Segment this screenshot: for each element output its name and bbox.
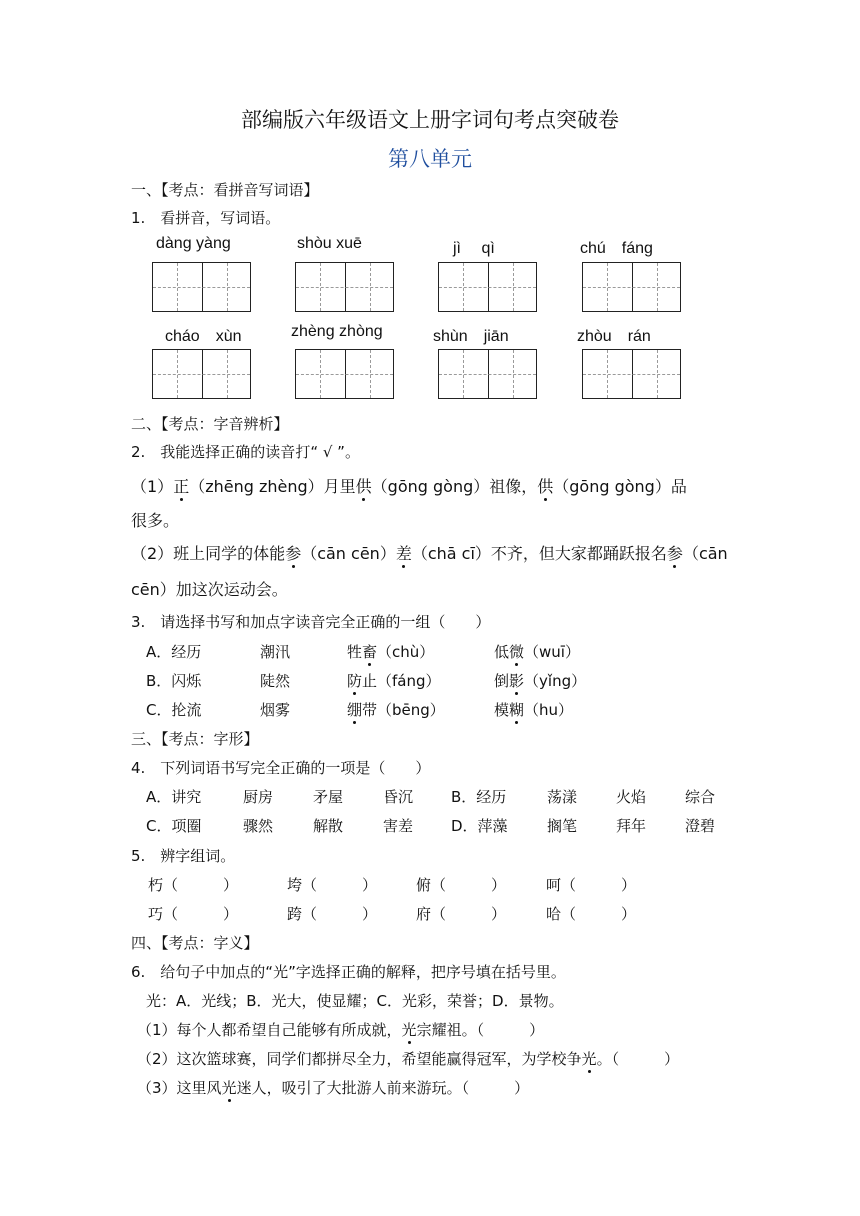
option-c-word-3: 绷带（bēng） (347, 701, 445, 719)
question-6-definitions: 光：A．光线；B．光大，使显耀；C．光彩，荣誉；D．景物。 (146, 992, 564, 1010)
option-c-word-1: C．抡流 (146, 701, 202, 719)
option-b-word-4: 倒影（yǐng） (494, 672, 587, 690)
question-2-line-1-cont: 很多。 (131, 511, 180, 530)
q4-word: 骤然 (243, 817, 274, 835)
q5-item: 巧（ ） (148, 905, 239, 923)
question-6-sentence-2: （2）这次篮球赛，同学们都拼尽全力，希望能赢得冠军，为学校争光。（ ） (137, 1050, 680, 1068)
q4-word: D．萍藻 (451, 817, 508, 835)
question-3-prompt: 3. 请选择书写和加点字读音完全正确的一组（ ） (131, 613, 491, 631)
pinyin-label: zhòu rán (577, 328, 651, 345)
question-2-line-2-cont: cēn）加这次运动会。 (131, 580, 288, 599)
option-a-word-3: 牲畜（chù） (347, 643, 435, 661)
question-5-prompt: 5. 辨字组词。 (131, 847, 236, 865)
option-c-word-2: 烟雾 (260, 701, 291, 719)
q4-word: B．经历 (451, 788, 507, 806)
q4-word: A．讲究 (146, 788, 202, 806)
q4-word: 火焰 (616, 788, 647, 806)
section-heading-1: 一、【考点：看拼音写词语】 (131, 181, 319, 199)
q5-item: 朽（ ） (148, 876, 239, 894)
section-heading-2: 二、【考点：字音辨析】 (131, 415, 289, 433)
writing-box[interactable] (152, 349, 251, 399)
section-heading-4: 四、【考点：字义】 (131, 934, 259, 952)
q4-word: 澄碧 (685, 817, 716, 835)
q5-item: 垮（ ） (287, 876, 378, 894)
q5-item: 呵（ ） (546, 876, 637, 894)
q4-word: 搁笔 (547, 817, 578, 835)
question-1-prompt: 1. 看拼音，写词语。 (131, 209, 281, 227)
q4-word: 解散 (313, 817, 344, 835)
writing-box[interactable] (582, 262, 681, 312)
question-6-sentence-1: （1）每个人都希望自己能够有所成就，光宗耀祖。（ ） (137, 1021, 545, 1039)
pinyin-label: shòu xuē (297, 235, 362, 252)
option-a-word-4: 低微（wuī） (494, 643, 580, 661)
writing-box[interactable] (438, 262, 537, 312)
page-title: 部编版六年级语文上册字词句考点突破卷 (241, 108, 619, 132)
question-4-prompt: 4. 下列词语书写完全正确的一项是（ ） (131, 759, 431, 777)
writing-box[interactable] (438, 349, 537, 399)
q4-word: 拜年 (616, 817, 647, 835)
writing-box[interactable] (152, 262, 251, 312)
q4-word: 害差 (383, 817, 414, 835)
pinyin-label: jì qì (453, 240, 495, 257)
option-a-word-1: A．经历 (146, 643, 202, 661)
question-6-prompt: 6. 给句子中加点的“光”字选择正确的解释，把序号填在括号里。 (131, 963, 566, 981)
question-2-line-1: （1）正（zhēng zhèng）月里供（gōng gòng）祖像，供（gōng gòng）品 (131, 474, 687, 497)
writing-box[interactable] (295, 349, 394, 399)
pinyin-label: shùn jiān (433, 328, 509, 345)
pinyin-label: zhèng zhòng (291, 323, 383, 340)
question-6-sentence-3: （3）这里风光迷人，吸引了大批游人前来游玩。（ ） (137, 1079, 530, 1097)
q5-item: 府（ ） (416, 905, 507, 923)
pinyin-label: cháo xùn (165, 328, 242, 345)
q5-item: 哈（ ） (546, 905, 637, 923)
question-2-line-2: （2）班上同学的体能参（cān cēn）差（chā cī）不齐，但大家都踊跃报名参（cān (131, 541, 728, 564)
q4-word: 厨房 (243, 788, 274, 806)
q4-word: C．项圈 (146, 817, 202, 835)
writing-box[interactable] (582, 349, 681, 399)
unit-subtitle: 第八单元 (388, 147, 472, 171)
q4-word: 综合 (685, 788, 716, 806)
q4-word: 荡漾 (547, 788, 578, 806)
q4-word: 矛屋 (313, 788, 344, 806)
section-heading-3: 三、【考点：字形】 (131, 730, 259, 748)
option-b-word-3: 防止（fáng） (347, 672, 441, 690)
option-c-word-4: 模糊（hu） (494, 701, 574, 719)
q5-item: 俯（ ） (416, 876, 507, 894)
option-b-word-2: 陡然 (260, 672, 291, 690)
pinyin-label: chú fáng (580, 240, 653, 257)
q4-word: 昏沉 (383, 788, 414, 806)
question-2-prompt: 2. 我能选择正确的读音打“ √ ”。 (131, 443, 360, 461)
pinyin-label: dàng yàng (156, 235, 231, 252)
q5-item: 跨（ ） (287, 905, 378, 923)
option-a-word-2: 潮汛 (260, 643, 291, 661)
writing-box[interactable] (295, 262, 394, 312)
option-b-word-1: B．闪烁 (146, 672, 202, 690)
